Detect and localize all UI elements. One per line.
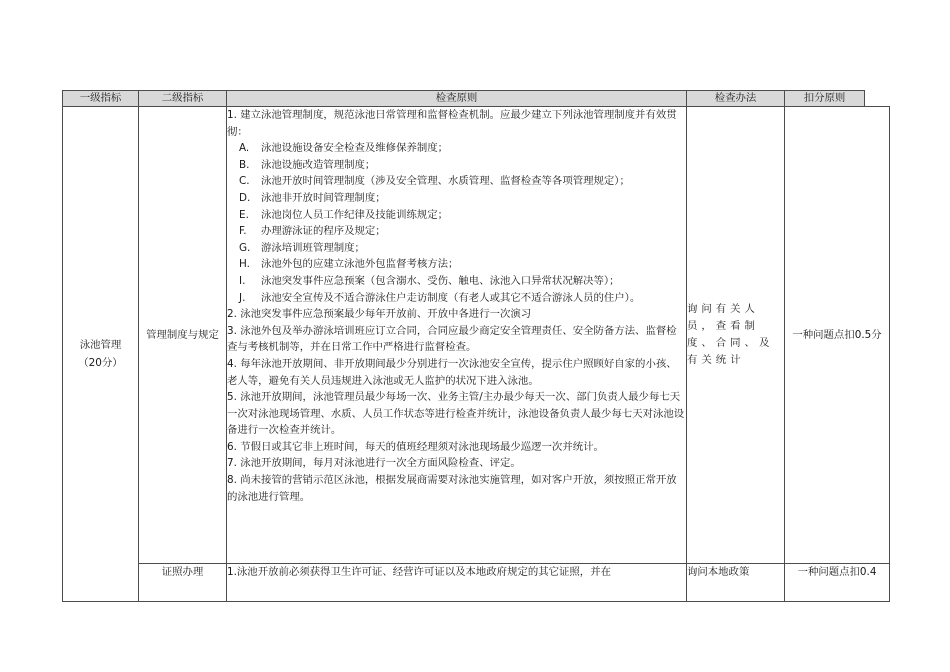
inspection-table (62, 90, 890, 602)
principle-item-1: 1. 建立泳池管理制度，规范泳池日常管理和监督检查机制。应最少建立下列泳池管理制度并有效贯彻： (227, 109, 677, 138)
table-header-row (63, 91, 890, 107)
principle-item-4: 4. 每年泳池开放期间、非开放期间最少分别进行一次泳池安全宣传，提示住户照顾好自家的小孩、老人等，避免有关人员违规进入泳池或无人监护的状况下进入泳池。 (227, 357, 677, 387)
category-score: （20分） (78, 357, 123, 369)
list-item: D. 泳池非开放时间管理制度； (239, 191, 386, 204)
header-principles: 检查原则 (227, 91, 687, 107)
list-item: G. 游泳培训班管理制度； (239, 241, 365, 254)
principles-cell (227, 107, 687, 564)
table-row (63, 107, 890, 564)
header-level2: 二级指标 (139, 91, 227, 107)
method-cell: 询问本地政策 (687, 564, 785, 602)
principle-item-3: 3. 泳池外包及举办游泳培训班应订立合同，合同应最少商定安全管理责任、安全防备方法、监督检查与考核机制等，并在日常工作中严格进行监督检查。 (227, 324, 677, 354)
method-cell: 询问有关人员，查看制度、合同、及有关统计 (687, 107, 785, 564)
table-row (63, 564, 890, 602)
header-blank-cell (865, 91, 890, 107)
principle-item-6: 6. 节假日或其它非上班时间，每天的值班经理须对泳池现场最少巡逻一次并统计。 (227, 440, 604, 453)
list-item: B. 泳池设施改造管理制度； (239, 158, 376, 171)
principle-item-5: 5. 泳池开放期间，泳池管理员最少每场一次、业务主管/主办最少每天一次、部门负责人最少每七天一次对泳池现场管理、水质、人员工作状态等进行检查并统计，泳池设备负责人最少每七天对泳池设备进行一次检查并统计。 (227, 391, 685, 437)
header-deduction: 扣分原则 (785, 91, 865, 107)
principle-item-2: 2. 泳池突发事件应急预案最少每年开放前、开放中各进行一次演习 (227, 308, 532, 321)
header-method: 检查办法 (687, 91, 785, 107)
list-item: J. 泳池安全宣传及不适合游泳住户走访制度（有老人或其它不适合游泳人员的住户）。 (239, 291, 641, 304)
list-item: E. 泳池岗位人员工作纪律及技能训练规定； (239, 208, 449, 221)
list-item: C. 泳池开放时间管理制度（涉及安全管理、水质管理、监督检查等各项管理规定）； (239, 175, 630, 188)
list-item: F. 办理游泳证的程序及规定； (239, 225, 386, 238)
subcategory-cell: 管理制度与规定 (139, 107, 227, 564)
principle-item-8: 8. 尚未接管的营销示范区泳池，根据发展商需要对泳池实施管理，如对客户开放，须按照正常开放的泳池进行管理。 (227, 474, 677, 503)
header-level1: 一级指标 (63, 91, 139, 107)
list-item: H. 泳池外包的应建立泳池外包监督考核方法； (239, 258, 459, 271)
deduction-cell: 一种问题点扣0.4 (785, 564, 890, 602)
principle-item-1: 1.泳池开放前必须获得卫生许可证、经营许可证以及本地政府规定的其它证照，并在 (227, 566, 611, 578)
category-name: 泳池管理 (79, 339, 122, 351)
principle-sub-list (227, 140, 686, 306)
category-cell (63, 107, 139, 602)
principles-cell (227, 564, 687, 602)
deduction-cell: 一种问题点扣0.5分 (785, 107, 890, 564)
subcategory-cell: 证照办理 (139, 564, 227, 602)
principle-item-7: 7. 泳池开放期间，每月对泳池进行一次全方面风险检查、评定。 (227, 457, 521, 470)
list-item: A. 泳池设施设备安全检查及维修保养制度； (239, 142, 449, 155)
list-item: I. 泳池突发事件应急预案（包含溺水、受伤、触电、泳池入口异常状况解决等）； (239, 274, 620, 287)
